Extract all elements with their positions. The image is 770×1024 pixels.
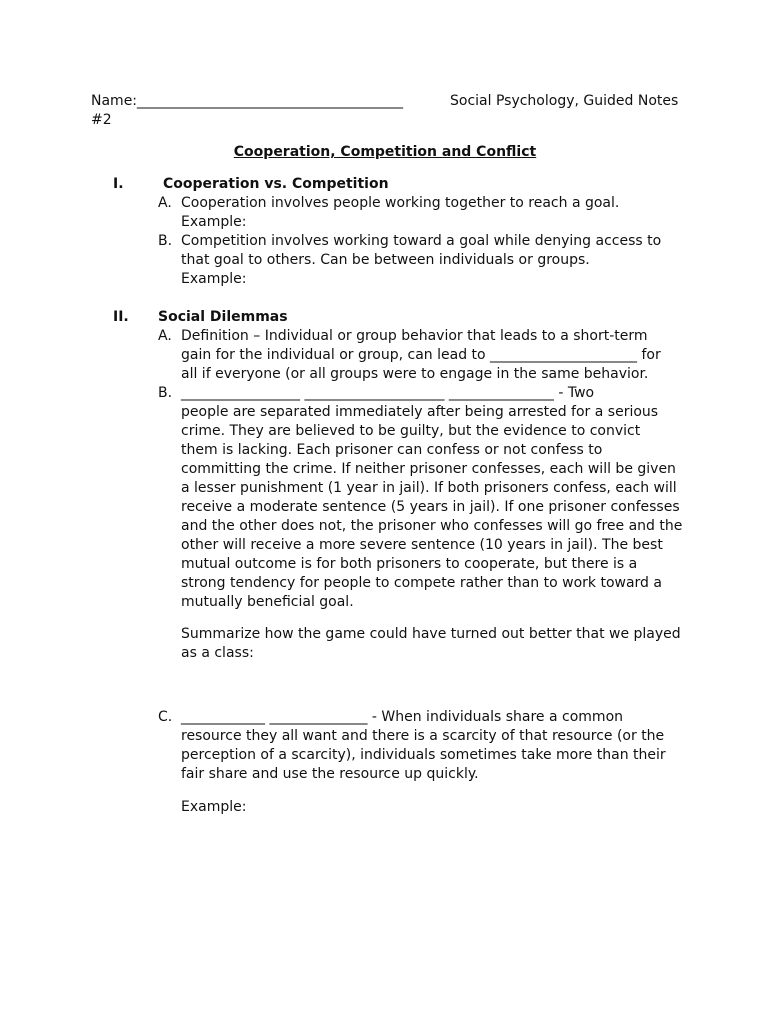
section-2-heading: Social Dilemmas [158, 309, 288, 325]
course-title: Social Psychology, Guided Notes [450, 93, 679, 109]
section-1-item-b [158, 232, 698, 289]
item-label: A. [158, 195, 172, 211]
item-text: Definition – Individual or group behavior that leads to a short-term gain for the individual or group, can lead to _____________________ for all if everyone (or all groups were to engage in the same behavior. [181, 328, 661, 382]
name-field-label: Name:______________________________________ #2 [91, 93, 404, 128]
item-text: Competition involves working toward a goal while denying access to that goal to others. Can be between individuals or groups. Example: [181, 233, 662, 287]
header [91, 92, 681, 130]
section-2-item-b [158, 384, 698, 612]
section-1-item-a [158, 194, 698, 232]
section-1-heading: Cooperation vs. Competition [163, 176, 389, 192]
item-label: A. [158, 328, 172, 344]
item-text: Cooperation involves people working together to reach a goal. Example: [181, 195, 620, 230]
item-label: B. [158, 233, 173, 249]
item-text: _________________ ____________________ _______________ - Two people are separated immediately after being arrested for a serious crime. They are believed to be guilty, but the evidence to convict them is lacking. Each prisoner can confess or not confess to committing the crime. If neither prisoner confesses, each will be given a lesser punishment (1 year in jail). If both prisoners confess, each will receive a moderate sentence (5 years in jail). If one prisoner confesses and the other does not, the prisoner who confesses will go free and the other will receive a more severe sentence (10 years in jail). The best mutual outcome is for both prisoners to cooperate, but there is a strong tendency for people to compete rather than to work toward a mutually beneficial goal. [181, 385, 683, 610]
page-title: Cooperation, Competition and Conflict [233, 144, 537, 160]
summarize-prompt: Summarize how the game could have turned out better that we played as a class: [181, 626, 681, 661]
section-2-item-c [158, 708, 698, 784]
section-1-numeral: I. [113, 176, 124, 192]
example-prompt: Example: [181, 799, 247, 815]
section-2-numeral: II. [113, 309, 129, 325]
item-label: C. [158, 709, 173, 725]
item-text: ____________ ______________ - When individuals share a common resource they all want and there is a scarcity of that resource (or the perception of a scarcity), individuals sometimes take more than their fair share and use the resource up quickly. [181, 709, 666, 782]
item-label: B. [158, 385, 173, 401]
section-2-item-a [158, 327, 698, 384]
